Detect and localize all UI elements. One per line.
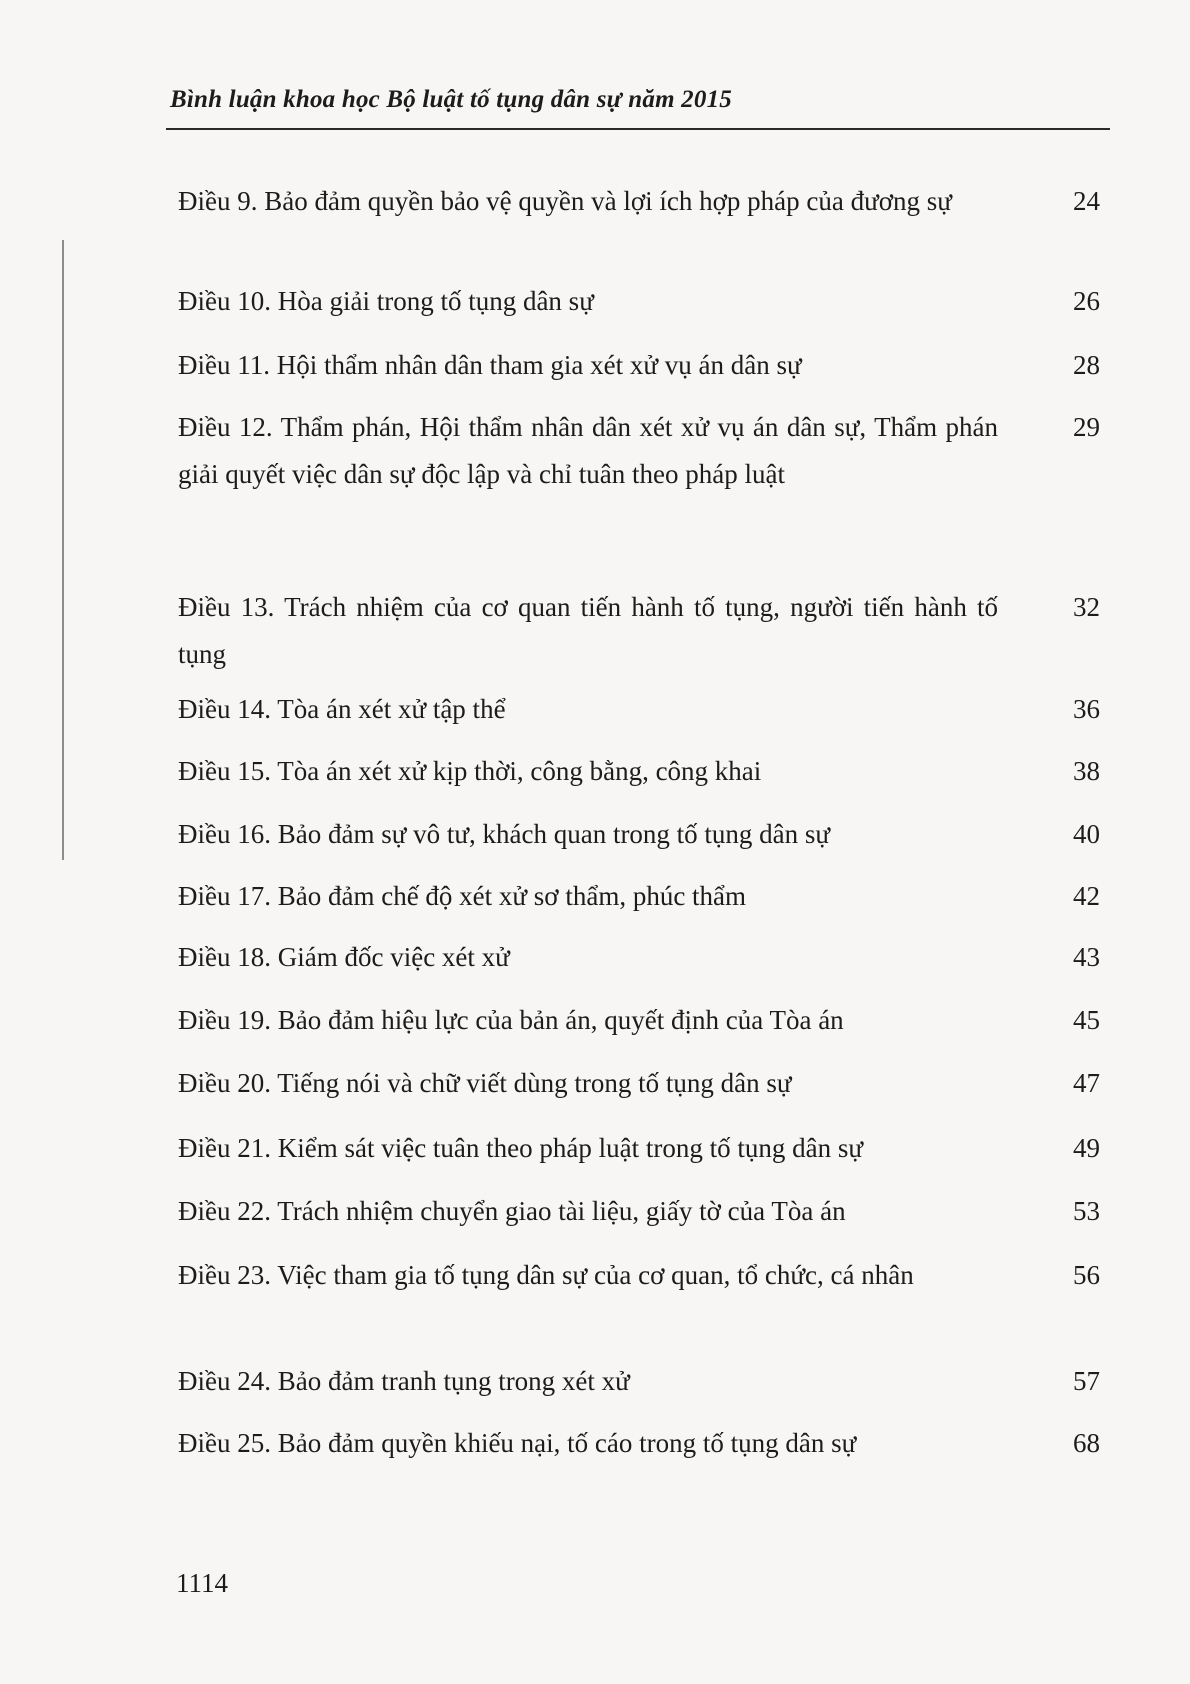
- toc-entry-title: Điều 10. Hòa giải trong tố tụng dân sự: [178, 286, 594, 316]
- toc-entry-page: 45: [1073, 1005, 1100, 1035]
- toc-entry-page: 57: [1073, 1366, 1100, 1396]
- toc-entry: [178, 1188, 1100, 1235]
- toc-entry: [178, 811, 1100, 858]
- header-rule: [166, 128, 1110, 130]
- toc-entry: [178, 584, 1100, 678]
- toc-entry-title: Điều 14. Tòa án xét xử tập thể: [178, 694, 506, 724]
- toc-entry-page: 38: [1073, 756, 1100, 786]
- running-header: Bình luận khoa học Bộ luật tố tụng dân sự năm 2015: [170, 86, 732, 113]
- toc-entry-page: 36: [1073, 694, 1100, 724]
- toc-entry-page: 40: [1073, 819, 1100, 849]
- page-number: 1114: [176, 1568, 228, 1598]
- toc-entry-page: 28: [1073, 350, 1100, 380]
- toc-entry: [178, 1420, 1100, 1467]
- toc-entry-title: Điều 20. Tiếng nói và chữ viết dùng trong tố tụng dân sự: [178, 1068, 792, 1098]
- toc-entry: [178, 404, 1100, 498]
- toc-entry-title: Điều 22. Trách nhiệm chuyển giao tài liệu, giấy tờ của Tòa án: [178, 1196, 846, 1226]
- toc-entry-title: Điều 15. Tòa án xét xử kịp thời, công bằng, công khai: [178, 756, 762, 786]
- toc-entry-page: 26: [1073, 286, 1100, 316]
- toc-entry-page: 56: [1073, 1260, 1100, 1290]
- toc-entry-page: 29: [1073, 412, 1100, 442]
- toc-entry: [178, 748, 1100, 795]
- toc-entry-title: Điều 13. Trách nhiệm của cơ quan tiến hành tố tụng, người tiến hành tố tụng: [178, 592, 998, 669]
- toc-entry-page: 68: [1073, 1428, 1100, 1458]
- toc-entry: [178, 278, 1100, 325]
- toc-entry: [178, 686, 1100, 733]
- toc-entry-page: 43: [1073, 942, 1100, 972]
- toc-entry: [178, 997, 1100, 1044]
- toc-entry: [178, 1252, 1100, 1299]
- toc-entry-title: Điều 9. Bảo đảm quyền bảo vệ quyền và lợi ích hợp pháp của đương sự: [178, 186, 952, 216]
- toc-entry-title: Điều 17. Bảo đảm chế độ xét xử sơ thẩm, phúc thẩm: [178, 881, 747, 911]
- toc-entry-title: Điều 21. Kiểm sát việc tuân theo pháp luật trong tố tụng dân sự: [178, 1133, 863, 1163]
- toc-entry: [178, 342, 1100, 389]
- toc-entry-title: Điều 19. Bảo đảm hiệu lực của bản án, quyết định của Tòa án: [178, 1005, 844, 1035]
- toc-entry-page: 42: [1073, 881, 1100, 911]
- toc-entry-title: Điều 16. Bảo đảm sự vô tư, khách quan trong tố tụng dân sự: [178, 819, 831, 849]
- toc-entry-page: 47: [1073, 1068, 1100, 1098]
- toc-entry-page: 32: [1073, 592, 1100, 622]
- toc-entry-page: 53: [1073, 1196, 1100, 1226]
- toc-entry: [178, 873, 1100, 920]
- scan-edge-shadow: [62, 240, 64, 860]
- toc-entry-title: Điều 25. Bảo đảm quyền khiếu nại, tố cáo trong tố tụng dân sự: [178, 1428, 857, 1458]
- toc-entry: [178, 1125, 1100, 1172]
- toc-entry: [178, 1358, 1100, 1405]
- toc-entry-page: 49: [1073, 1133, 1100, 1163]
- toc-entry-title: Điều 18. Giám đốc việc xét xử: [178, 942, 510, 972]
- toc-entry-title: Điều 23. Việc tham gia tố tụng dân sự của cơ quan, tổ chức, cá nhân: [178, 1260, 914, 1290]
- toc-entry: [178, 178, 1100, 225]
- toc-entry: [178, 934, 1100, 981]
- toc-entry-page: 24: [1073, 186, 1100, 216]
- toc-entry-title: Điều 24. Bảo đảm tranh tụng trong xét xử: [178, 1366, 630, 1396]
- toc-entry: [178, 1060, 1100, 1107]
- toc-entry-title: Điều 11. Hội thẩm nhân dân tham gia xét xử vụ án dân sự: [178, 350, 802, 380]
- toc-entry-title: Điều 12. Thẩm phán, Hội thẩm nhân dân xét xử vụ án dân sự, Thẩm phán giải quyết việc dân sự độc lập và chỉ tuân theo pháp luật: [178, 412, 998, 489]
